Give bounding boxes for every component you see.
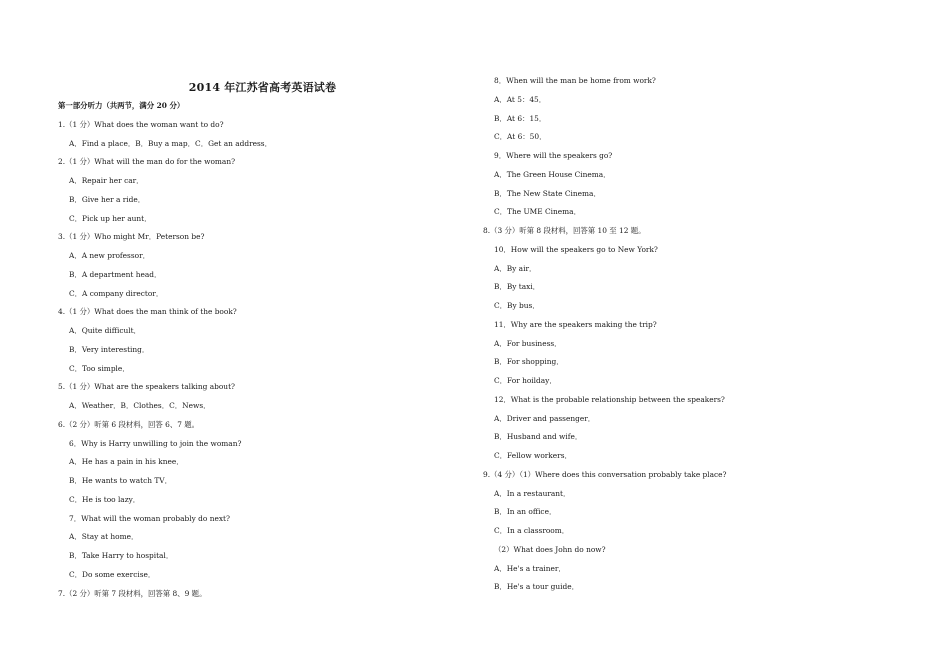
question-text: 11．Why are the speakers making the trip? <box>494 319 657 329</box>
answer-option: A．Find a place．B．Buy a map．C．Get an address． <box>69 138 272 148</box>
answer-option: B．At 6：15． <box>494 113 547 123</box>
answer-option: B．The New State Cinema． <box>494 188 601 198</box>
answer-option: C．A company director． <box>69 288 164 298</box>
question-text: 8．When will the man be home from work? <box>494 76 656 85</box>
question-text: 8.（3 分）听第 8 段材料，回答第 10 至 12 题。 <box>483 226 646 235</box>
answer-option: A．For business． <box>494 338 562 348</box>
answer-option: B．Give her a ride． <box>69 194 146 204</box>
answer-option: C．Fellow workers． <box>494 451 572 460</box>
answer-option: B．Husband and wife． <box>494 432 583 442</box>
answer-option: A．A new professor． <box>69 251 151 260</box>
answer-option: A．Weather．B．Clothes．C．News． <box>69 401 211 410</box>
answer-option: B．For shopping． <box>494 357 564 367</box>
answer-option: C．Too simple． <box>69 363 130 373</box>
question-text: 9．Where will the speakers go? <box>494 151 613 160</box>
answer-option: B．In an office． <box>494 507 557 517</box>
section-heading: 第一部分听力（共两节，满分 20 分） <box>58 101 185 110</box>
answer-option: B．A department head． <box>69 269 162 279</box>
answer-option: C．At 6：50． <box>494 132 547 142</box>
answer-option: B．He's a tour guide． <box>494 582 579 592</box>
answer-option: A．In a restaurant． <box>494 488 571 498</box>
answer-option: C．For hoilday． <box>494 376 557 385</box>
question-text: 6.（2 分）听第 6 段材料，回答 6、7 题。 <box>58 419 200 429</box>
answer-option: A．Quite difficult． <box>69 326 141 335</box>
answer-option: C．The UME Cinema． <box>494 207 581 217</box>
question-text: （2）What does John do now? <box>494 544 606 554</box>
page-title: 2014 年江苏省高考英语试卷 <box>188 81 337 94</box>
answer-option: C．He is too lazy． <box>69 494 141 504</box>
answer-option: A．Driver and passenger． <box>494 413 596 423</box>
answer-option: C．Pick up her aunt． <box>69 213 152 223</box>
answer-option: A．The Green House Cinema． <box>494 169 611 179</box>
question-text: 1.（1 分）What does the woman want to do? <box>58 119 224 129</box>
answer-option: B．By taxi． <box>494 282 541 292</box>
question-text: 5.（1 分）What are the speakers talking about? <box>58 382 236 392</box>
answer-option: C．Do some exercise． <box>69 569 156 579</box>
question-text: 6．Why is Harry unwilling to join the woman? <box>69 438 242 448</box>
answer-option: C．In a classroom． <box>494 526 570 535</box>
answer-option: A．By air． <box>494 263 537 273</box>
question-text: 12．What is the probable relationship between the speakers? <box>494 394 725 404</box>
question-text: 3.（1 分）Who might Mr．Peterson be? <box>58 232 205 242</box>
question-text: 4.（1 分）What does the man think of the book? <box>58 307 237 317</box>
answer-option: C．By bus． <box>494 301 540 310</box>
question-text: 7．What will the woman probably do next? <box>69 513 230 523</box>
answer-option: A．Repair her car． <box>69 176 144 185</box>
question-text: 10．How will the speakers go to New York? <box>494 244 658 254</box>
answer-option: A．Stay at home． <box>69 532 139 542</box>
answer-option: B．Take Harry to hospital． <box>69 551 174 560</box>
question-text: 9.（4 分）（1）Where does this conversation probably take place? <box>483 469 727 479</box>
question-text: 7.（2 分）听第 7 段材料，回答第 8、9 题。 <box>58 588 207 598</box>
question-text: 2.（1 分）What will the man do for the woman? <box>58 157 236 167</box>
answer-option: A．He has a pain in his knee． <box>69 457 184 467</box>
answer-option: B．He wants to watch TV． <box>69 476 172 485</box>
answer-option: B．Very interesting． <box>69 344 150 354</box>
answer-option: A．He's a trainer． <box>494 563 566 573</box>
answer-option: A．At 5：45． <box>494 94 547 104</box>
